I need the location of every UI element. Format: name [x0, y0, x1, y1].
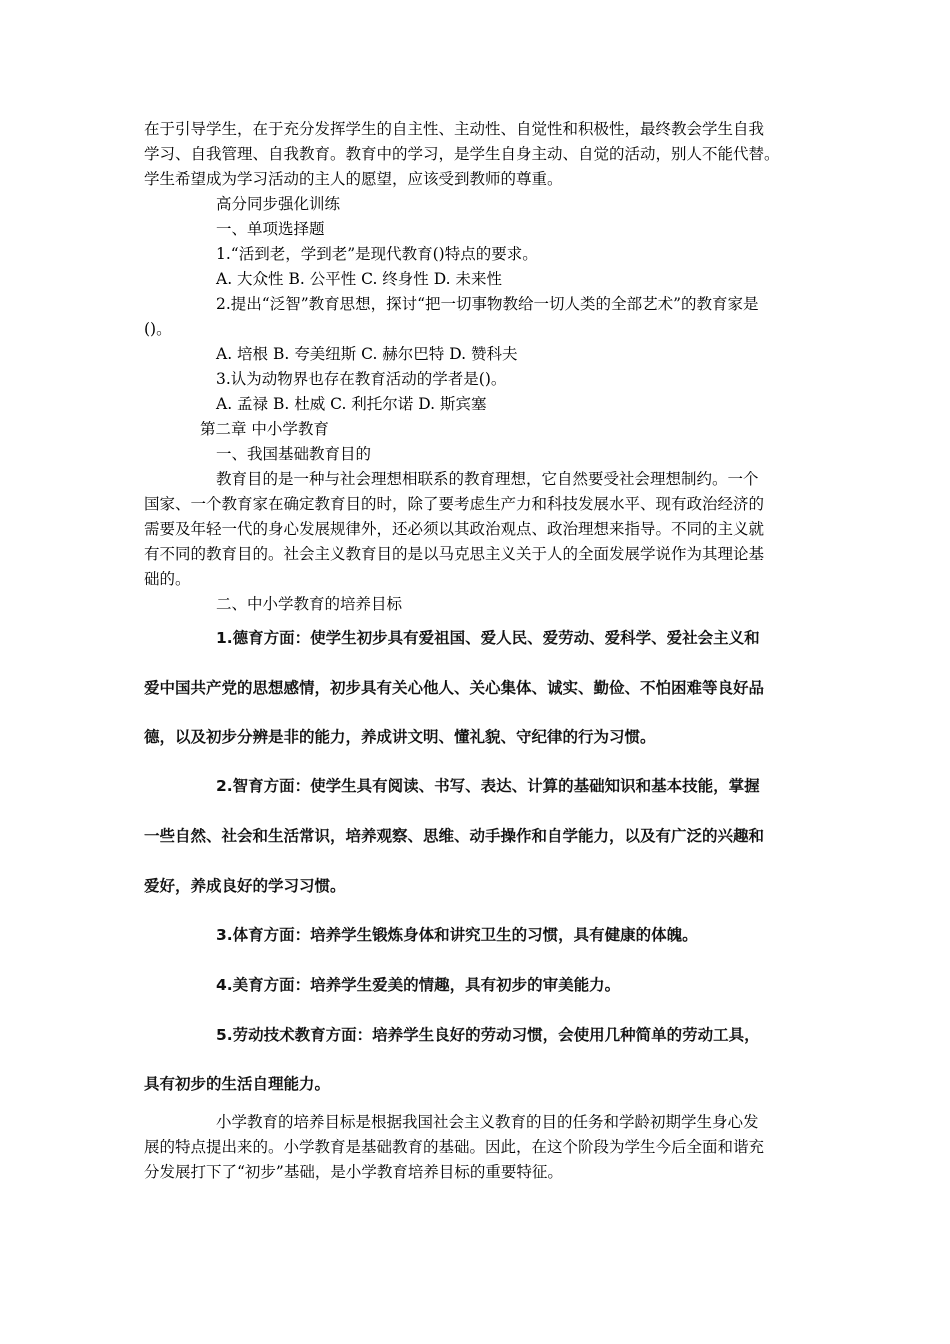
chapter-title: 第二章 中小学教育	[200, 420, 329, 438]
intro-line-1: 在于引导学生，在于充分发挥学生的自主性、主动性、自觉性和积极性，最终教会学生自我	[144, 120, 765, 138]
question-1: 1.“活到老，学到老”是现代教育()特点的要求。	[216, 245, 538, 263]
section-1-line-1: 教育目的是一种与社会理想相联系的教育理想，它自然要受社会理想制约。一个	[216, 470, 759, 488]
question-2-options: A. 培根 B. 夸美纽斯 C. 赫尔巴特 D. 赞科夫	[216, 345, 518, 363]
section-1-line-2: 国家、一个教育家在确定教育目的时，除了要考虑生产力和科技发展水平、现有政治经济的	[144, 495, 765, 513]
question-1-options: A. 大众性 B. 公平性 C. 终身性 D. 未来性	[216, 270, 502, 288]
summary-line-2: 展的特点提出来的。小学教育是基础教育的基础。因此，在这个阶段为学生今后全面和谐充	[144, 1138, 765, 1156]
goal-2-line-1: 2.智育方面：使学生具有阅读、书写、表达、计算的基础知识和基本技能，掌握	[216, 777, 760, 795]
goal-4: 4.美育方面：培养学生爱美的情趣，具有初步的审美能力。	[216, 976, 621, 994]
section-1-heading: 一、我国基础教育目的	[216, 445, 372, 463]
intro-line-2: 学习、自我管理、自我教育。教育中的学习，是学生自身主动、自觉的活动，别人不能代替。	[144, 145, 780, 163]
section-1-line-3: 需要及年轻一代的身心发展规律外，还必须以其政治观点、政治理想来指导。不同的主义就	[144, 520, 765, 538]
goal-2-line-2: 一些自然、社会和生活常识，培养观察、思维、动手操作和自学能力，以及有广泛的兴趣和	[144, 827, 765, 845]
goal-3: 3.体育方面：培养学生锻炼身体和讲究卫生的习惯，具有健康的体魄。	[216, 926, 698, 944]
goal-5-line-1: 5.劳动技术教育方面：培养学生良好的劳动习惯，会使用几种简单的劳动工具，	[216, 1026, 760, 1044]
question-2-line-2: ()。	[144, 320, 172, 338]
goal-1-line-1: 1.德育方面：使学生初步具有爱祖国、爱人民、爱劳动、爱科学、爱社会主义和	[216, 629, 760, 647]
goal-5-line-2: 具有初步的生活自理能力。	[144, 1075, 331, 1093]
goal-2-line-3: 爱好，养成良好的学习习惯。	[144, 877, 346, 895]
section-2-heading: 二、中小学教育的培养目标	[216, 595, 403, 613]
goal-1-line-2: 爱中国共产党的思想感情，初步具有关心他人、关心集体、诚实、勤俭、不怕困难等良好品	[144, 679, 765, 697]
question-3-options: A. 孟禄 B. 杜威 C. 利托尔诺 D. 斯宾塞	[216, 395, 487, 413]
question-section-heading: 一、单项选择题	[216, 220, 325, 238]
training-heading: 高分同步强化训练	[216, 195, 341, 213]
intro-line-3: 学生希望成为学习活动的主人的愿望，应该受到教师的尊重。	[144, 170, 563, 188]
section-1-line-4: 有不同的教育目的。社会主义教育目的是以马克思主义关于人的全面发展学说作为其理论基	[144, 545, 765, 563]
question-2-line-1: 2.提出“泛智”教育思想，探讨“把一切事物教给一切人类的全部艺术”的教育家是	[216, 295, 759, 313]
summary-line-1: 小学教育的培养目标是根据我国社会主义教育的目的任务和学龄初期学生身心发	[216, 1113, 759, 1131]
section-1-line-5: 础的。	[144, 570, 191, 588]
question-3: 3.认为动物界也存在教育活动的学者是()。	[216, 370, 507, 388]
summary-line-3: 分发展打下了“初步”基础，是小学教育培养目标的重要特征。	[144, 1163, 563, 1181]
goal-1-line-3: 德，以及初步分辨是非的能力，养成讲文明、懂礼貌、守纪律的行为习惯。	[144, 728, 656, 746]
